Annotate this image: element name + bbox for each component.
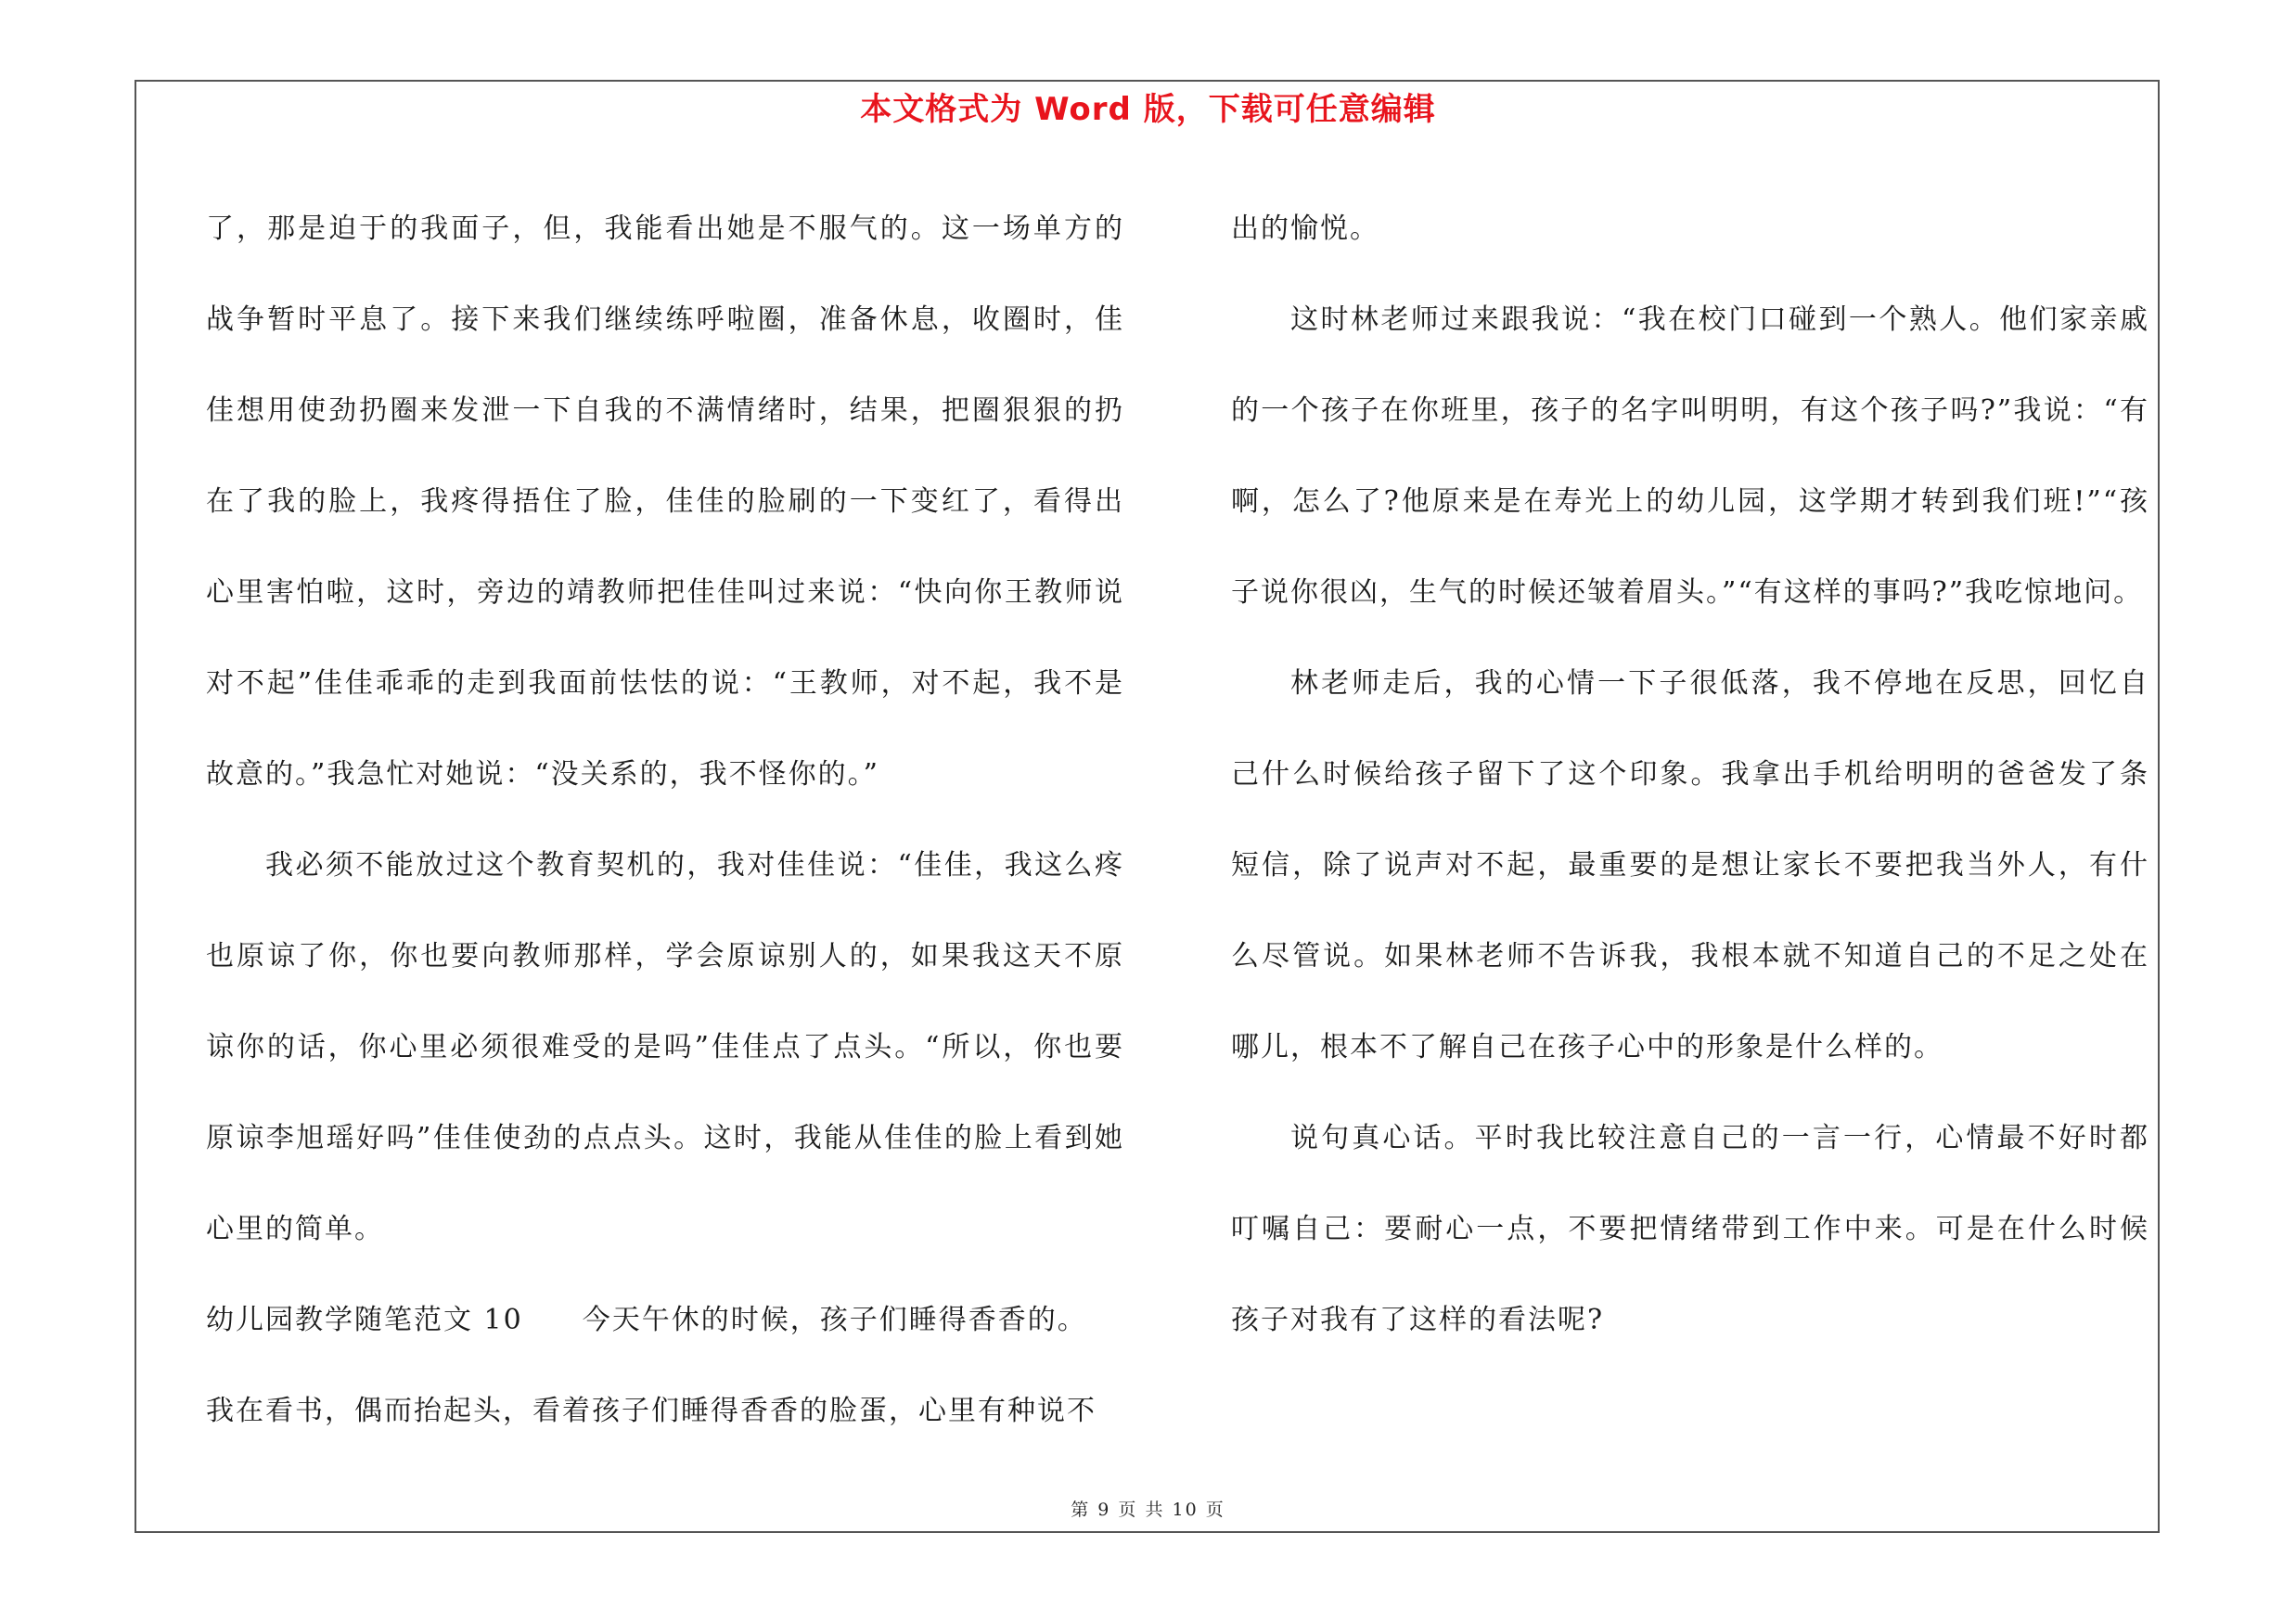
paragraph: 我在看书，偶而抬起头，看着孩子们睡得香香的脸蛋，心里有种说不: [206, 1395, 1097, 1427]
section-lead-sentence: 今天午休的时候，孩子们睡得香香的。: [582, 1304, 1087, 1336]
paragraph: 了，那是迫于的我面子，但，我能看出她是不服气的。这一场单方的战争暂时平息了。接下来我们继续练呼啦圈，准备休息，收圈时，佳佳想用使劲扔圈来发泄一下自我的不满情绪时，结果，把圈狠狠的扔在了我的脸上，我疼得捂住了脸，佳佳的脸刷的一下变红了，看得出心里害怕啦，这时，旁边的靖教师把佳佳叫过来说：“快向你王教师说对不起”佳佳乖乖的走到我面前怯怯的说：“王教师，对不起，我不是故意的。”我急忙对她说：“没关系的，我不怪你的。”: [206, 213, 1124, 791]
paragraph: 林老师走后，我的心情一下子很低落，我不停地在反思，回忆自己什么时候给孩子留下了这个印象。我拿出手机给明明的爸爸发了条短信，除了说声对不起，最重要的是想让家长不要把我当外人，有什么尽管说。如果林老师不告诉我，我根本就不知道自己的不足之处在哪儿，根本不了解自己在孩子心中的形象是什么样的。: [1231, 667, 2149, 1063]
page-number: 第 9 页 共 10 页: [1071, 1500, 1225, 1520]
section-title: 幼儿园教学随笔范文 10: [206, 1304, 523, 1336]
paragraph: 这时林老师过来跟我说：“我在校门口碰到一个熟人。他们家亲戚的一个孩子在你班里，孩子的名字叫明明，有这个孩子吗?”我说：“有啊，怎么了?他原来是在寿光上的幼儿园，这学期才转到我们班!”“孩子说你很凶，生气的时候还皱着眉头。”“有这样的事吗?”我吃惊地问。: [1231, 303, 2149, 609]
format-notice-text: 本文格式为 Word 版，下载可任意编辑: [860, 91, 1436, 128]
format-notice-banner: [0, 85, 2296, 134]
right-text-column: [1231, 184, 2149, 1366]
left-text-column: [206, 184, 1124, 1457]
paragraph: 说句真心话。平时我比较注意自己的一言一行，心情最不好时都叮嘱自己：要耐心一点，不要把情绪带到工作中来。可是在什么时候孩子对我有了这样的看法呢?: [1231, 1122, 2149, 1336]
paragraph: 我必须不能放过这个教育契机的，我对佳佳说：“佳佳，我这么疼也原谅了你，你也要向教师那样，学会原谅别人的，如果我这天不原谅你的话，你心里必须很难受的是吗”佳佳点了点头。“所以，你也要原谅李旭瑶好吗”佳佳使劲的点点头。这时，我能从佳佳的脸上看到她心里的简单。: [206, 849, 1124, 1245]
section-heading: [206, 1275, 1124, 1366]
page-number-footer: [0, 1496, 2296, 1521]
paragraph: 出的愉悦。: [1231, 213, 1379, 245]
